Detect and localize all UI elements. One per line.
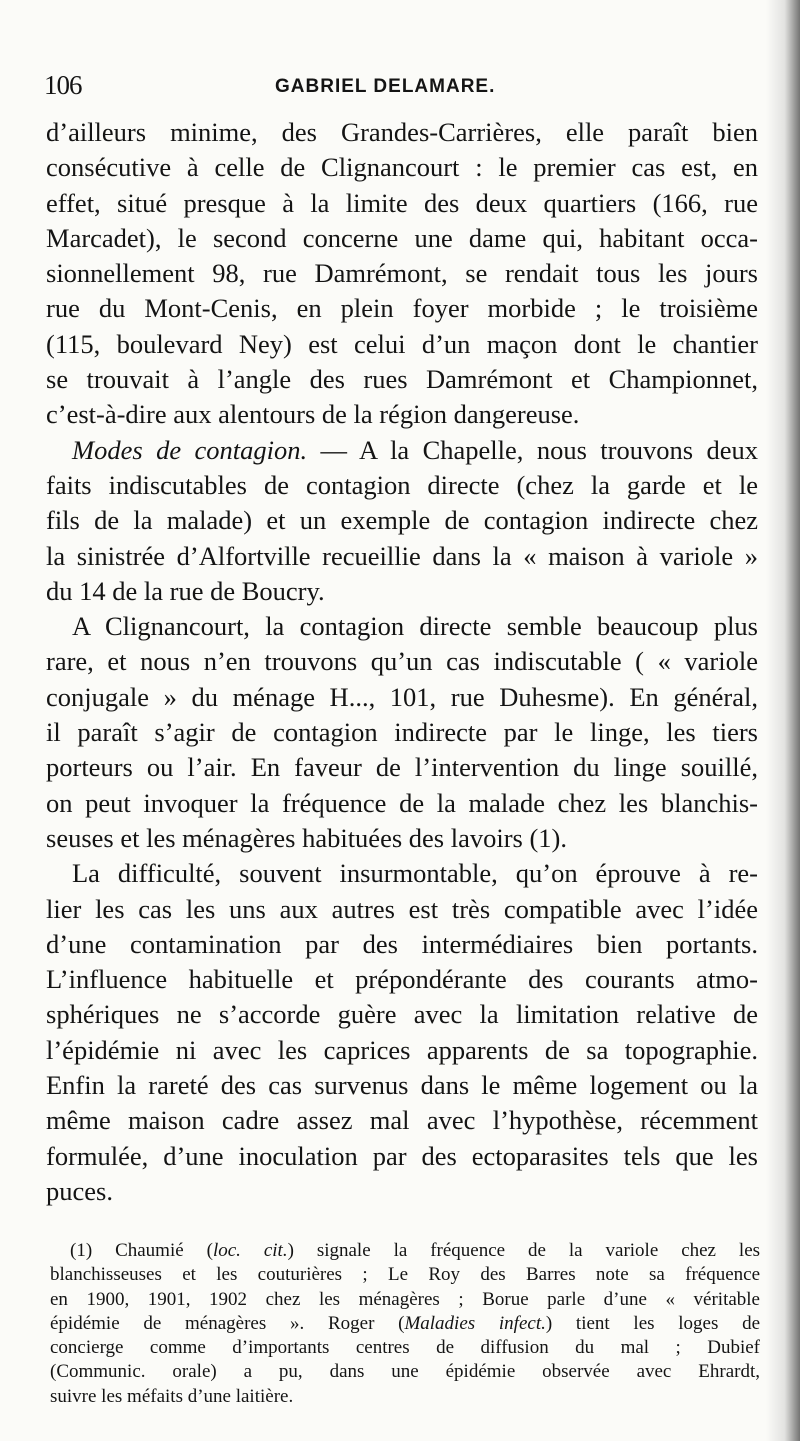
- text-line: Enfin la rareté des cas survenus dans le même logement ou la: [46, 1070, 758, 1101]
- text-line: d’ailleurs minime, des Grandes-Carrières, elle paraît bien: [46, 117, 758, 147]
- footnote: [50, 1239, 760, 1409]
- text-line: d’une contamination par des intermédiaires bien portants.: [46, 928, 758, 959]
- text-line: porteurs ou l’air. En faveur de l’intervention du linge souillé,: [46, 752, 758, 783]
- text-line: effet, situé presque à la limite des deux quartiers (166, rue: [46, 187, 758, 218]
- footnote-line: blanchisseuses et les couturières ; Le Roy des Barres note sa fréquence: [50, 1264, 760, 1286]
- text-line: l’épidémie ni avec les caprices apparents de sa topographie.: [46, 1034, 758, 1065]
- text-fragment: ) tient les loges de: [545, 1312, 760, 1334]
- text-line: L’influence habituelle et prépondérante des courants atmo-: [46, 964, 758, 995]
- footnote-line: en 1900, 1901, 1902 chez les ménagères ; Borue parle d’une « véritable: [50, 1288, 760, 1310]
- text-line: sionnellement 98, rue Damrémont, se rendait tous les jours: [46, 258, 758, 289]
- footnote-line: suivre les méfaits d’une laitière.: [50, 1385, 294, 1407]
- text-line: se trouvait à l’angle des rues Damrémont et Championnet,: [46, 364, 758, 395]
- text-line: même maison cadre assez mal avec l’hypothèse, récemment: [46, 1105, 758, 1136]
- body-text: [46, 115, 758, 1209]
- text-line: rare, et nous n’en trouvons qu’un cas indiscutable ( « variole: [46, 646, 758, 677]
- text-line: (115, boulevard Ney) est celui d’un maçon dont le chantier: [46, 328, 758, 359]
- text-line: on peut invoquer la fréquence de la malade chez les blanchis-: [46, 787, 758, 818]
- text-fragment: épidémie de ménagères ». Roger (: [50, 1312, 405, 1334]
- footnote-line: (Communic. orale) a pu, dans une épidémie observée avec Ehrardt,: [50, 1361, 760, 1383]
- text-line: fils de la malade) et un exemple de contagion indirecte chez: [46, 505, 758, 536]
- text-line: La difficulté, souvent insurmontable, qu’on éprouve à re-: [72, 858, 758, 889]
- text-line: il paraît s’agir de contagion indirecte par le linge, les tiers: [46, 717, 758, 748]
- citation: Maladies infect.: [404, 1312, 546, 1334]
- text-line: consécutive à celle de Clignancourt : le premier cas est, en: [46, 152, 758, 183]
- footnote-line: [50, 1312, 760, 1336]
- text-line: A Clignancourt, la contagion directe semble beaucoup plus: [72, 611, 758, 642]
- text-line: conjugale » du ménage H..., 101, rue Duhesme). En général,: [46, 681, 758, 712]
- text-fragment: ) signale la fréquence de la variole chez les: [287, 1240, 760, 1261]
- text-fragment: — A la Chapelle, nous trouvons deux: [307, 434, 758, 465]
- text-line: rue du Mont-Cenis, en plein foyer morbide ; le troisième: [46, 293, 758, 324]
- footnote-line: [50, 1239, 760, 1263]
- text-line: puces.: [46, 1175, 113, 1206]
- footnote-line: concierge comme d’importants centres de diffusion du mal ; Dubief: [50, 1337, 760, 1359]
- text-line: sphériques ne s’accorde guère avec la limitation relative de: [46, 999, 758, 1030]
- section-heading: Modes de contagion.: [72, 434, 308, 465]
- text-line: [46, 433, 758, 468]
- text-line: faits indiscutables de contagion directe (chez la garde et le: [46, 469, 758, 500]
- text-line: seuses et les ménagères habituées des lavoirs (1).: [46, 822, 567, 853]
- text-line: Marcadet), le second concerne une dame qui, habitant occa-: [46, 222, 758, 253]
- page-number: 106: [44, 70, 82, 100]
- text-line: c’est-à-dire aux alentours de la région dangereuse.: [46, 399, 580, 430]
- page-header: [44, 70, 758, 102]
- page-edge-shadow: [766, 0, 800, 1441]
- text-line: la sinistrée d’Alfortville recueillie dans la « maison à variole »: [46, 540, 758, 571]
- running-title: GABRIEL DELAMARE.: [275, 76, 496, 97]
- text-fragment: (1) Chaumié (: [70, 1240, 213, 1261]
- text-line: lier les cas les uns aux autres est très compatible avec l’idée: [46, 893, 758, 924]
- text-line: du 14 de la rue de Boucry.: [46, 575, 325, 606]
- citation: loc. cit.: [212, 1240, 288, 1261]
- text-line: formulée, d’une inoculation par des ectoparasites tels que les: [46, 1140, 758, 1171]
